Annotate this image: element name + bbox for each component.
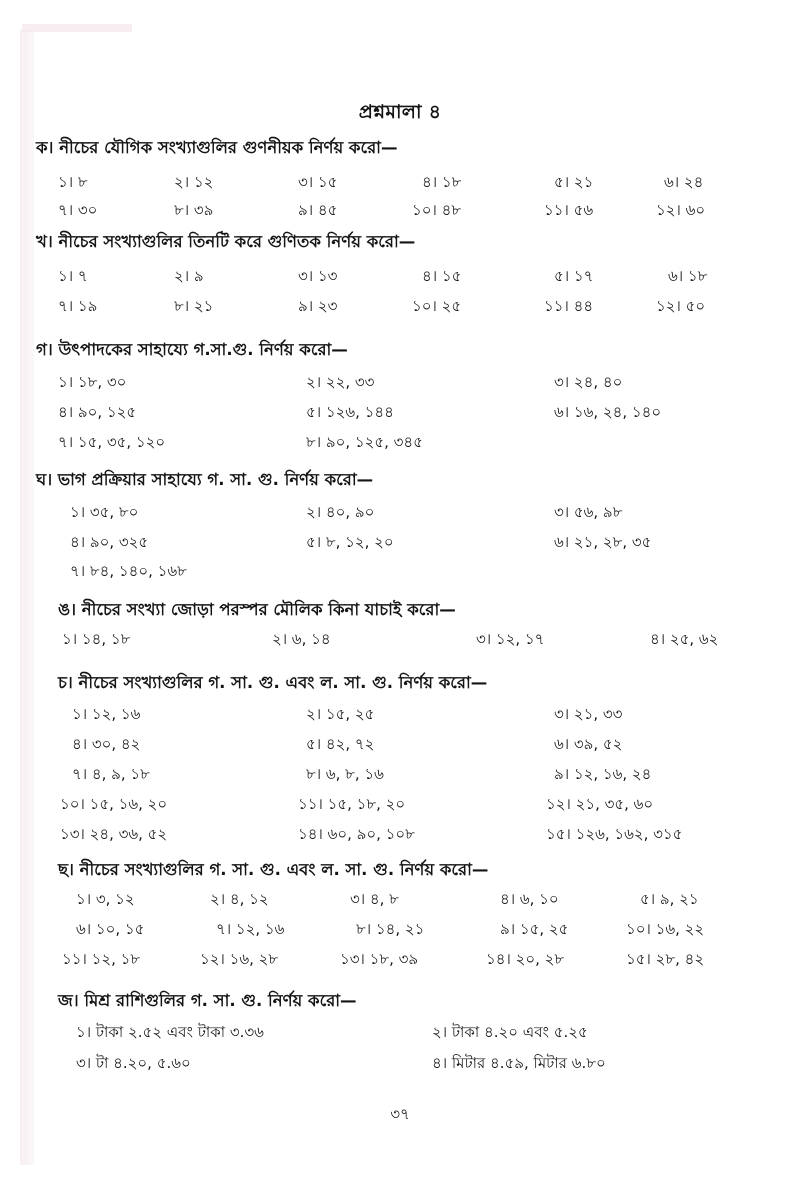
- exercise-item: ২। ৬, ১৪: [272, 630, 331, 648]
- exercise-item: ৪। ৬, ১০: [500, 890, 559, 908]
- exercise-item: ৬। ১০, ১৫: [76, 920, 145, 938]
- exercise-item: ১১। ৪৪: [544, 297, 594, 315]
- exercise-item: ২। ২২, ৩৩: [306, 373, 375, 391]
- exercise-item: ৮। ৩৯: [174, 201, 214, 219]
- exercise-item: ৩। ৫৬, ৯৮: [554, 503, 623, 521]
- exercise-item: ১১। ৫৬: [544, 201, 594, 219]
- exercise-item: ১। ৩৫, ৮০: [70, 503, 139, 521]
- section-heading: জ। মিশ্র রাশিগুলির গ. সা. গু. নির্ণয় করো—: [58, 991, 357, 1010]
- exercise-item: ৬। ১৮: [668, 267, 708, 285]
- exercise-item: ৩। ১২, ১৭: [476, 630, 545, 648]
- scan-smear: [22, 24, 132, 32]
- exercise-item: ৯। ১৫, ২৫: [500, 920, 569, 938]
- item-row: [0, 793, 800, 819]
- item-row: [0, 703, 800, 729]
- page-title: প্রশ্নমালা ৪: [358, 101, 442, 123]
- exercise-item: ৩। ১৫: [298, 173, 338, 191]
- exercise-item: ৪। মিটার ৪.৫৯, মিটার ৬.৮০: [432, 1054, 606, 1072]
- exercise-item: ১০। ১৫, ১৬, ২০: [60, 795, 168, 813]
- exercise-item: ১। ১২, ১৬: [72, 705, 141, 723]
- exercise-item: ৭। ৮৪, ১৪০, ১৬৮: [70, 562, 187, 580]
- exercise-item: ৮। ২১: [174, 297, 214, 315]
- item-row: [0, 763, 800, 789]
- section-heading: খ। নীচের সংখ্যাগুলির তিনটি করে গুণিতক নির্ণয় করো—: [36, 232, 416, 251]
- exercise-item: ৮। ১৪, ২১: [356, 920, 425, 938]
- exercise-item: ১। ১৮, ৩০: [58, 373, 127, 391]
- item-row: [0, 1021, 800, 1047]
- exercise-item: ৩। ৪, ৮: [350, 890, 399, 908]
- exercise-item: ২। ১২: [174, 173, 214, 191]
- exercise-item: ১২। ৫০: [656, 297, 706, 315]
- item-row: [0, 628, 800, 654]
- exercise-item: ১। ৭: [58, 267, 88, 285]
- item-row: [0, 431, 800, 457]
- exercise-item: ১৩। ২৪, ৩৬, ৫২: [60, 825, 168, 843]
- item-row: [0, 531, 800, 557]
- section-heading: গ। উৎপাদকের সাহায্যে গ.সা.গু. নির্ণয় করো—: [36, 340, 348, 359]
- exercise-item: ১২। ২১, ৩৫, ৬০: [546, 795, 654, 813]
- exercise-item: ৫। ৮, ১২, ২০: [306, 533, 394, 551]
- item-row: [0, 1052, 800, 1078]
- exercise-item: ৫। ৯, ২১: [640, 890, 699, 908]
- section-heading: ক। নীচের যৌগিক সংখ্যাগুলির গুণনীয়ক নির্ণয় করো—: [36, 138, 398, 157]
- section-heading: ঙ। নীচের সংখ্যা জোড়া পরস্পর মৌলিক কিনা যাচাই করো—: [58, 600, 456, 619]
- section-heading: চ। নীচের সংখ্যাগুলির গ. সা. গু. এবং ল. সা. গু. নির্ণয় করো—: [58, 673, 488, 692]
- exercise-item: ৬। ১৬, ২৪, ১৪০: [554, 403, 662, 421]
- exercise-item: ৩। ১৩: [298, 267, 338, 285]
- exercise-item: ৯। ১২, ১৬, ২৪: [554, 765, 652, 783]
- section-heading: ঘ। ভাগ প্রক্রিয়ার সাহায্যে গ. সা. গু. নির্ণয় করো—: [36, 470, 374, 489]
- exercise-item: ১। ১৪, ১৮: [62, 630, 131, 648]
- exercise-item: ১৫। ১২৬, ১৬২, ৩১৫: [546, 825, 683, 843]
- exercise-item: ১১। ১৫, ১৮, ২০: [298, 795, 406, 813]
- item-row: [0, 823, 800, 849]
- exercise-item: ৩। টা ৪.২০, ৫.৬০: [76, 1054, 191, 1072]
- exercise-item: ২। ৪০, ৯০: [306, 503, 375, 521]
- item-row: [0, 295, 800, 321]
- exercise-item: ১২। ১৬, ২৮: [200, 950, 279, 968]
- exercise-item: ১০। ৪৮: [412, 201, 462, 219]
- item-row: [0, 371, 800, 397]
- section-heading: ছ। নীচের সংখ্যাগুলির গ. সা. গু. এবং ল. সা. গু. নির্ণয় করো—: [58, 860, 489, 879]
- exercise-item: ২। ১৫, ২৫: [306, 705, 375, 723]
- item-row: [0, 560, 800, 586]
- exercise-item: ১৫। ২৮, ৪২: [626, 950, 705, 968]
- exercise-item: ৫। ১৭: [554, 267, 594, 285]
- item-row: [0, 948, 800, 974]
- exercise-item: ৮। ৯০, ১২৫, ৩৪৫: [306, 433, 423, 451]
- exercise-item: ১। ৩, ১২: [76, 890, 135, 908]
- exercise-item: ৭। ১৫, ৩৫, ১২০: [58, 433, 166, 451]
- page-number: ৩৭: [390, 1105, 410, 1123]
- exercise-item: ৫। ২১: [554, 173, 594, 191]
- exercise-item: ২। ৪, ১২: [210, 890, 269, 908]
- exercise-item: ৬। ২১, ২৮, ৩৫: [554, 533, 652, 551]
- exercise-item: ২। ৯: [174, 267, 204, 285]
- item-row: [0, 918, 800, 944]
- item-row: [0, 501, 800, 527]
- exercise-item: ১২। ৬০: [656, 201, 706, 219]
- exercise-item: ৩। ২৪, ৪০: [554, 373, 623, 391]
- exercise-item: ৯। ৪৫: [298, 201, 338, 219]
- item-row: [0, 401, 800, 427]
- exercise-item: ৪। ১৫: [422, 267, 462, 285]
- exercise-item: ৫। ৪২, ৭২: [306, 735, 375, 753]
- item-row: [0, 888, 800, 914]
- exercise-item: ৭। ৩০: [58, 201, 98, 219]
- item-row: [0, 199, 800, 225]
- exercise-item: ৫। ১২৬, ১৪৪: [306, 403, 394, 421]
- exercise-item: ৭। ১৯: [58, 297, 98, 315]
- exercise-item: ১৩। ১৮, ৩৯: [340, 950, 419, 968]
- exercise-item: ১। ৮: [58, 173, 88, 191]
- exercise-item: ৬। ৩৯, ৫২: [554, 735, 623, 753]
- exercise-item: ৪। ৯০, ১২৫: [58, 403, 137, 421]
- exercise-item: ৪। ২৫, ৬২: [650, 630, 719, 648]
- exercise-item: ৩। ২১, ৩৩: [554, 705, 623, 723]
- exercise-item: ৮। ৬, ৮, ১৬: [306, 765, 384, 783]
- exercise-item: ৪। ১৮: [422, 173, 462, 191]
- exercise-item: ৪। ৩০, ৪২: [72, 735, 141, 753]
- item-row: [0, 733, 800, 759]
- exercise-item: ১১। ১২, ১৮: [62, 950, 141, 968]
- item-row: [0, 265, 800, 291]
- exercise-item: ১০। ১৬, ২২: [626, 920, 705, 938]
- exercise-item: ১৪। ২০, ২৮: [486, 950, 565, 968]
- exercise-item: ৬। ২৪: [664, 173, 704, 191]
- exercise-item: ৭। ৪, ৯, ১৮: [72, 765, 150, 783]
- exercise-item: ৪। ৯০, ৩২৫: [70, 533, 149, 551]
- exercise-item: ১। টাকা ২.৫২ এবং টাকা ৩.৩৬: [76, 1023, 264, 1041]
- exercise-item: ২। টাকা ৪.২০ এবং ৫.২৫: [432, 1023, 588, 1041]
- exercise-item: ৯। ২৩: [298, 297, 338, 315]
- exercise-item: ৭। ১২, ১৬: [216, 920, 285, 938]
- item-row: [0, 171, 800, 197]
- exercise-item: ১০। ২৫: [412, 297, 462, 315]
- exercise-item: ১৪। ৬০, ৯০, ১০৮: [298, 825, 415, 843]
